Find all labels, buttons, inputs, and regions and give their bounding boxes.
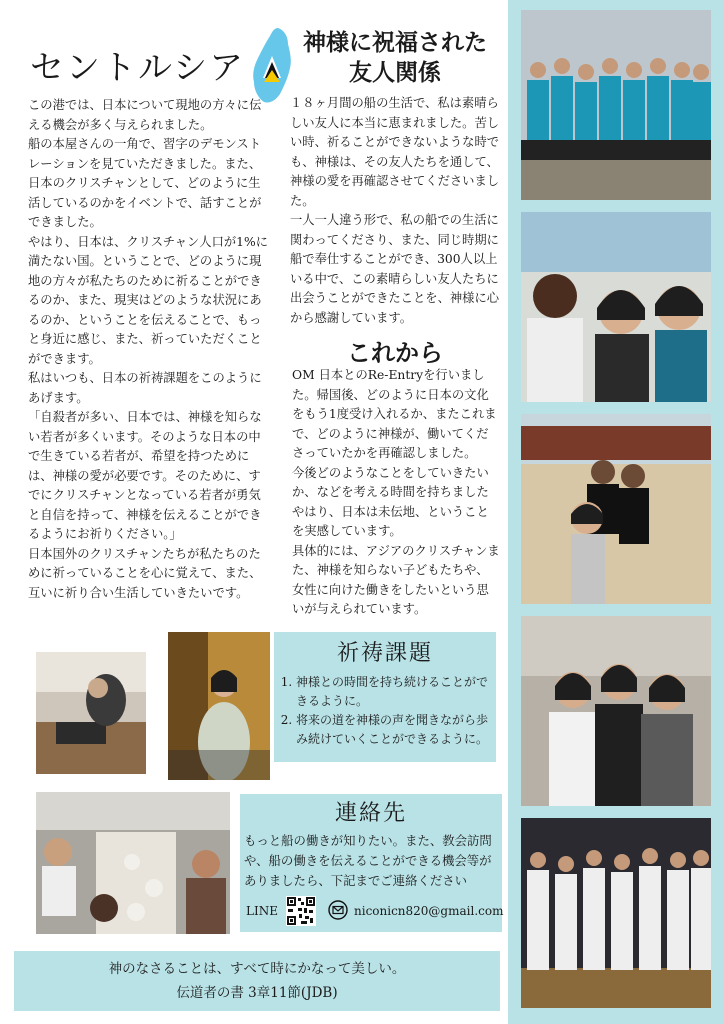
left-paragraph: 船の本屋さんの一角で、習字のデモンストレーションを見ていただきました。また、日本のクリスチャンとして、どのように生活しているのかをイベントで、話すことができました。 [28, 137, 262, 229]
three-friends-selfie-photo [521, 212, 711, 402]
left-paragraph: この港では、日本について現地の方々に伝える機会が多く与えられました。 [28, 98, 262, 132]
verse-reference: 伝道者の書 3章11節(JDB) [176, 985, 338, 1001]
future-paragraph: 今後どのようなことをしていきたいか、などを考える時間を持ちましたやはり、日本は未伝地、ということを実感しています。 [292, 465, 489, 538]
prayer-item: 2. 将来の道を神様の声を聞きながら歩み続けていくことができるように。 [296, 711, 496, 749]
friends-paragraph: １８ヶ月間の船の生活で、私は素晴らしい友人に本当に恵まれました。苦しい時、祈ることができないような時でも、神様は、その友人たちを通して、神様の愛を再確認させてくださいました。 [290, 96, 500, 208]
prayer-title: 祈祷課題 [336, 641, 433, 666]
email-address[interactable]: niconicn820@gmail.com [354, 904, 504, 918]
left-paragraph: 日本国外のクリスチャンたちが私たちのために祈っていることを心に覚えて、また、互いに祈り合い生活していきたいです。 [28, 546, 262, 600]
friends-paragraph: 一人一人違う形で、私の船での生活に関わってくださり、また、同じ時期に船で奉仕することができ、300人以上いる中で、この素晴らしい友人たちに出会うことができたことを、神様に心から感謝しています。 [290, 213, 500, 325]
ship-crew-group-photo [521, 10, 711, 200]
group-posing-photo [521, 818, 711, 1008]
beach-friends-photo [521, 414, 711, 604]
left-paragraph: やはり、日本は、クリスチャン人口が1%に満たない国。ということで、どのように現地の方々が私たちのために祈ることができるのか、また、現実はどのような状況にあるのか、ということを伝えることで、もっと身近に感じ、また、祈っていただくことができます。 [28, 234, 268, 366]
left-paragraph: 私はいつも、日本の祈祷課題をこのようにあげます。 [28, 371, 262, 405]
contact-text: もっと船の働きが知りたい。また、教会訪問や、船の働きを伝えることができる機会等がありましたら、下記までご連絡ください [244, 833, 492, 888]
prayer-item: 1. 神様との時間を持ち続けることができるように。 [296, 673, 496, 711]
friends-heading [284, 28, 506, 88]
friends-heading-line1: 神様に祝福された [303, 29, 487, 56]
prayer-list [274, 673, 496, 749]
future-heading: これから [347, 338, 443, 367]
friends-heading-line2: 友人関係 [349, 59, 441, 86]
page-title: セントルシア [30, 48, 246, 88]
contact-title: 連絡先 [334, 801, 407, 826]
verse-text: 神のなさることは、すべて時にかなって美しい。 [108, 961, 406, 977]
contact-box [240, 794, 502, 932]
qr-code-icon[interactable] [286, 896, 316, 926]
three-women-photo [521, 616, 711, 806]
calligraphy-demo-photo [36, 652, 146, 774]
footer-verse-box [14, 951, 500, 1011]
future-paragraph: 具体的には、アジアのクリスチャンまた、神様を知らない子どもたちや、女性に向けた働きをしたいという思いが与えられています。 [292, 543, 500, 616]
prayer-box [274, 632, 496, 762]
email-icon [328, 900, 348, 920]
left-paragraph: 「自殺者が多い、日本では、神様を知らない若者が多くいます。そのような日本の中で生きている若者が、希望を持つためには、神様の愛が必要です。そのために、すでにクリスチャンとなっている若者が勇気と自信を持って、神様を伝えることができるようにお祈りください。」 [28, 410, 262, 541]
future-paragraph: OM 日本とのRe-Entryを行いました。帰国後、どのように日本の文化をもう1度受け入れるか、またこれまで、どのように神様が、働いてくださっていたかを再確認しました。 [292, 368, 497, 460]
speaking-event-photo [168, 632, 270, 780]
dinner-group-photo [36, 792, 230, 934]
line-label: LINE [246, 904, 278, 918]
left-body-text [28, 96, 270, 603]
future-body-text [292, 366, 500, 620]
friends-body-text [290, 94, 500, 328]
